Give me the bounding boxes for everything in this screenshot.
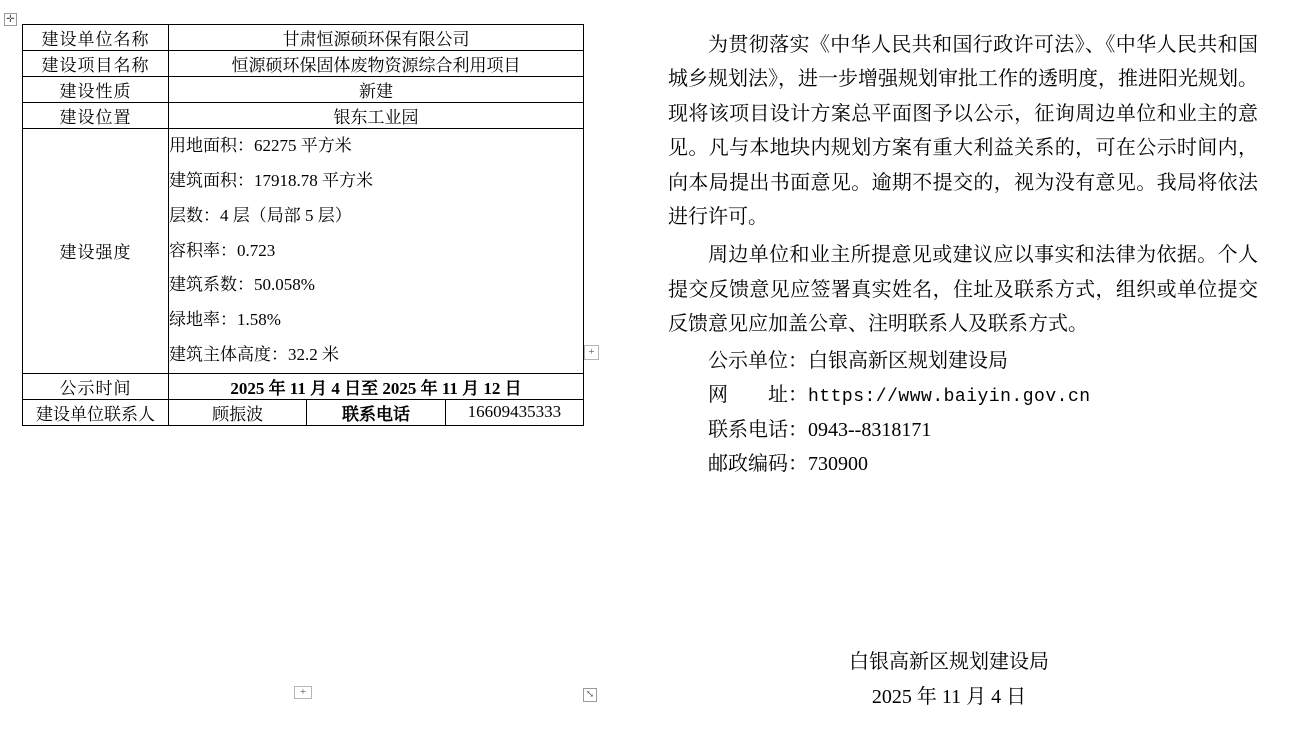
notice-paragraph-1: 为贯彻落实《中华人民共和国行政许可法》、《中华人民共和国城乡规划法》，进一步增强规划审批工作的透明度，推进阳光规划。现将该项目设计方案总平面图予以公示，征询周边单位和业主的意见。凡与本地块内规划方案有重大利益关系的，可在公示时间内，向本局提出书面意见。逾期不提交的，视为没有意见。我局将依法进行许可。 xyxy=(668,34,1258,228)
notice-website-value[interactable]: https://www.baiyin.gov.cn xyxy=(808,386,1091,407)
notice-website-line xyxy=(668,378,1258,413)
row-value-location: 银东工业园 xyxy=(169,103,584,129)
table-row xyxy=(23,103,584,129)
row-value-contact-phone: 16609435333 xyxy=(445,399,583,425)
table-row xyxy=(23,129,584,374)
add-row-button[interactable]: + xyxy=(294,686,312,699)
notice-paragraph-2: 周边单位和业主所提意见或建议应以事实和法律为依据。个人提交反馈意见应签署真实姓名，住址及联系方式，组织或单位提交反馈意见应加盖公章、注明联系人及联系方式。 xyxy=(668,244,1258,336)
notice-website-label: 网 址： xyxy=(708,383,808,406)
row-label-contact-person: 建设单位联系人 xyxy=(23,399,169,425)
intensity-line: 绿地率：1.58% xyxy=(169,310,281,330)
project-info-table xyxy=(22,24,584,426)
table-row xyxy=(23,25,584,51)
intensity-line: 建筑主体高度：32.2 米 xyxy=(169,345,339,365)
table-row xyxy=(23,373,584,399)
signature-organization: 白银高新区规划建设局 xyxy=(849,651,1049,673)
row-value-publicity-time: 2025 年 11 月 4 日至 2025 年 11 月 12 日 xyxy=(169,373,584,399)
signature-block xyxy=(668,645,1258,715)
row-label-unit-name: 建设单位名称 xyxy=(23,25,169,51)
notice-phone-line xyxy=(668,413,1258,447)
notice-postcode-line xyxy=(668,447,1258,481)
table-row xyxy=(23,399,584,425)
row-value-project-name: 恒源硕环保固体废物资源综合利用项目 xyxy=(169,51,584,77)
row-label-contact-phone: 联系电话 xyxy=(307,399,445,425)
table-resize-handle[interactable]: ⤡ xyxy=(583,688,597,702)
table-row xyxy=(23,77,584,103)
row-value-unit-name: 甘肃恒源硕环保有限公司 xyxy=(169,25,584,51)
row-value-construction-type: 新建 xyxy=(169,77,584,103)
row-label-location: 建设位置 xyxy=(23,103,169,129)
notice-unit-label: 公示单位： xyxy=(708,349,808,372)
notice-postcode-value: 730900 xyxy=(808,453,868,476)
intensity-line: 层数：4 层（局部 5 层） xyxy=(169,205,352,225)
row-label-project-name: 建设项目名称 xyxy=(23,51,169,77)
table-pane xyxy=(0,0,620,738)
row-label-construction-type: 建设性质 xyxy=(23,77,169,103)
intensity-line: 用地面积：62275 平方米 xyxy=(169,136,352,155)
table-move-handle[interactable]: ✛ xyxy=(4,13,17,26)
notice-postcode-label: 邮政编码： xyxy=(708,453,808,476)
notice-phone-value: 0943--8318171 xyxy=(808,418,932,441)
intensity-line: 建筑系数：50.058% xyxy=(169,275,315,295)
notice-phone-label: 联系电话： xyxy=(708,418,808,441)
notice-pane xyxy=(640,0,1280,738)
intensity-line: 容积率：0.723 xyxy=(169,240,276,260)
row-value-contact-person: 顾振波 xyxy=(169,399,307,425)
notice-unit-line xyxy=(668,344,1258,378)
intensity-line: 建筑面积：17918.78 平方米 xyxy=(169,170,373,190)
table-row xyxy=(23,51,584,77)
project-info-table-wrapper xyxy=(22,24,584,426)
row-value-intensity xyxy=(169,129,584,374)
notice-unit-value: 白银高新区规划建设局 xyxy=(808,349,1008,372)
add-column-button[interactable]: + xyxy=(584,345,599,360)
signature-date: 2025 年 11 月 4 日 xyxy=(871,686,1027,708)
row-label-publicity-time: 公示时间 xyxy=(23,373,169,399)
notice-body xyxy=(668,28,1258,482)
row-label-intensity: 建设强度 xyxy=(23,129,169,374)
